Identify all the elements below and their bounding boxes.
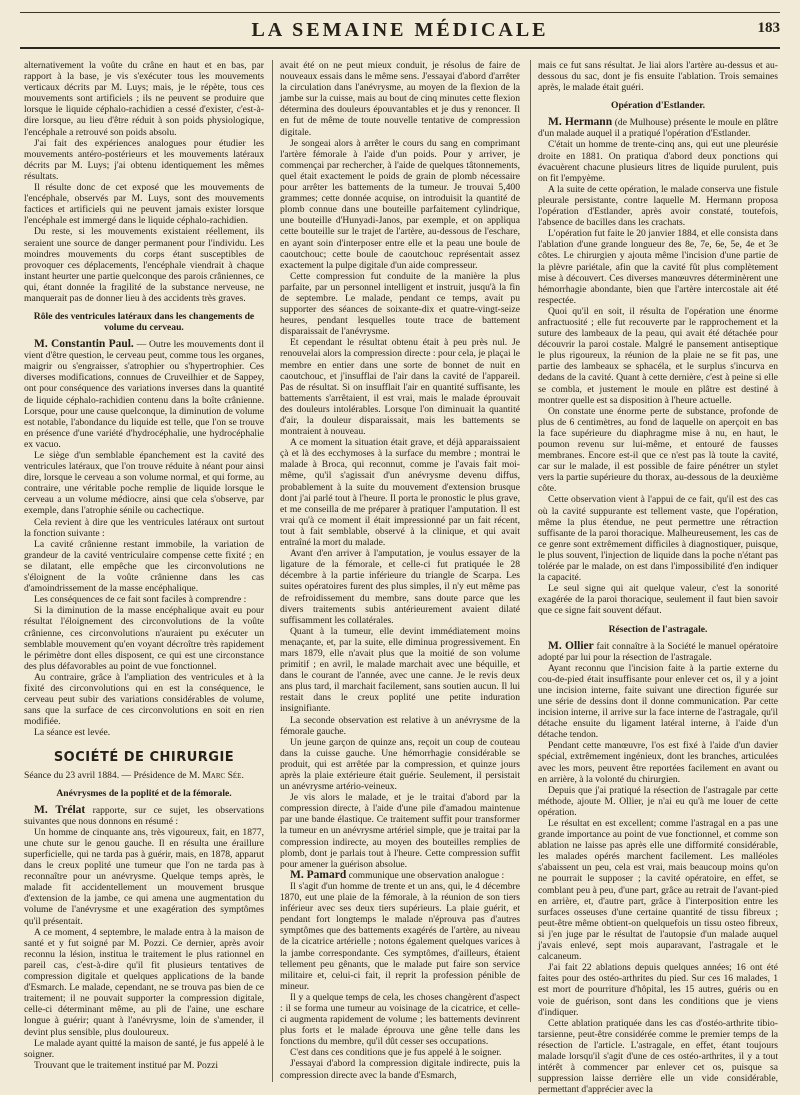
paragraph: Il y a quelque temps de cela, les choses changèrent d'aspect : il se forma une tumeur au voisinage de la cicatrice, et celle-ci augmenta rapidement de volume ; les battements devinrent plus forts et le malade éprouva une gêne telle dans les fonctions du membre, qu'il dût cesser ses occupations. [280,991,520,1048]
session-end: . [241,769,244,781]
paragraph: A la suite de cette opération, le malade conserva une fistule pleurale persistante, contre laquelle M. Hermann proposa l'opération d'Estlander, après avoir constaté, toutefois, l'absence de bacilles dans les crachats. [538,183,778,229]
president-name: Marc Sée [202,769,242,781]
paragraph: Le résultat en est excellent; comme l'astragal en a pas une grande importance au point de vue fonctionnel, et comme son ablation ne laisse pas après elle une difformité considérable, les malades opérés marchent facilement. Les malléoles s'abaissent un peu, cela est vrai, mais beaucoup moins qu'on ne pourrait le supposer ; la cavité opératoire, en effet, se comblant peu à peu, d'une part, grâce au retrait de l'avant-pied en arrière, et, d'autre part, grâce à l'interposition entre les surfaces osseuses d'une certaine quantité de tissu fibreux ; peut-être même obtient-on quelquefois un tissu osteo fibreux, si j'en juge par le résultat de l'autopsie d'un malade auquel j'avais enlevé, sept mois auparavant, l'astragale et le calcaneum. [538,818,778,963]
paragraph [280,870,520,881]
paragraph: Cette ablation pratiquée dans les cas d'ostéo-arthrite tibio-tarsienne, peut-être considérée comme le premier temps de la résection de l'article. L'astragale, en effet, étant toujours malade lorsqu'il s'agit d'une de ces ostéo-arthrites, il y a tout intérêt à commencer par enlever cet os, puisque sa suppression laisse derrière elle un vide considérable, permettant d'apprécier avec la [538,1017,778,1095]
paragraph [24,805,264,827]
author-name: M. Pamard [290,868,347,881]
paragraph-text: (de Mulhouse) présente le moule en plâtre d'un malade auquel il a pratiqué l'opération d'Estlander. [538,117,778,140]
paragraph: La cavité crânienne restant immobile, la variation de grandeur de la cavité ventriculaire compense cette fixité ; en se dilatant, elle empêche que les circonvolutions ne s'éloignent de la voûte crânienne dans les cas d'amoindrissement de la masse encéphalique. [24,538,264,595]
paragraph: Avant d'en arriver à l'amputation, je voulus essayer de la ligature de la fémorale, et celle-ci fut pratiquée le 28 décembre à la partie inférieure du triangle de Scarpa. Les suites opératoires furent des plus simples, il n'y eut même pas de refroidissement du membre, sans doute parce que les divers traitements subis antérieurement avaient dilaté suffisamment les collatérales. [280,548,520,626]
paragraph: Il résulte donc de cet exposé que les mouvements de l'encéphale, observés par M. Luys, sont des mouvements factices et artificiels qui ne peuvent jamais exister lorsque l'encéphale est immergé dans le liquide céphalo-rachidien. [24,182,264,227]
paragraph: J'ai fait des expériences analogues pour étudier les mouvements antéro-postérieurs et les mouvements latéraux décrits par M. Luys; j'ai obtenu identiquement les mêmes résultats. [24,137,264,182]
column-1 [24,60,264,1082]
paragraph-text: communique une observation analogue : [346,869,505,881]
journal-title: LA SEMAINE MÉDICALE [251,19,549,41]
paragraph: La séance est levée. [34,727,111,739]
paragraph [538,641,778,663]
paragraph: La seconde observation est relative à un anévrysme de la fémorale gauche. [280,714,520,737]
paragraph: Un jeune garçon de quinze ans, reçoit un coup de couteau dans la cuisse gauche. Une hémorrhagie considérable se produit, qui est arrêtée par la compression, et quinze jours après la plaie extérieure était guérie. Seulement, il persistait un anévrysme artério-veineux. [280,736,520,793]
paragraph: Quant à la tumeur, elle devint immédiatement moins menaçante, et, par la suite, elle diminua progressivement. En mars 1879, elle n'avait plus que la moitié de son volume primitif ; en avril, le malade marchait avec une béquille, et dans le courant de l'année, avec une canne. Je le revis deux ans plus tard, il marchait facilement, sans soutien aucun. Il lui restait dans le creux poplité une petite induration insignifiante. [280,625,520,715]
subheading: Résection de l'astragale. [608,623,708,635]
masthead-bottom-rule [20,47,780,49]
subheading: Opération d'Estlander. [611,100,705,112]
paragraph: J'ai fait 22 ablations depuis quelques années; 16 ont été faites pour des ostéo-arthrites du pied. Sur ces 16 malades, 1 est mort de pourriture d'hôpital, les 15 autres, guéris ou en voie de guérison, sont dans les conditions que je viens d'indiquer. [538,962,778,1018]
article-columns [16,60,786,1095]
session-text: Séance du 23 avril 1884. — Présidence de M. [24,769,203,781]
paragraph: Cette observation vient à l'appui de ce fait, qu'il est des cas où la cavité suppurante est tellement vaste, que l'opération, même la plus étendue, ne peut permettre une rétraction suffisante de la paroi thoracique. Malheureusement, les cas de ce genre sont extrêmement difficiles à diagnostiquer, puisque, le plus souvent, l'injection de liquide dans la poche n'étant pas tolérée par le malade, on est dans l'impossibilité d'en indiquer la capacité. [538,494,778,584]
paragraph: avait été on ne peut mieux conduit, je résolus de faire de nouveaux essais dans le même sens. J'essayai d'abord d'arrêter la circulation dans l'anévrysme, au moyen de la flexion de la jambe sur la cuisse, mais au bout de cinq minutes cette flexion détermina des douleurs épouvantables et je dus y renoncer. Il en fut de même de toute nouvelle tentative de compression digitale. [280,60,520,138]
masthead-top-rule [20,12,780,13]
paragraph: mais ce fut sans résultat. Je liai alors l'artère au-dessus et au-dessous du sac, dont je fis ensuite l'ablation. Trois semaines après, le malade était guéri. [538,60,778,94]
paragraph [538,117,778,139]
paragraph: Si la diminution de la masse encéphalique avait eu pour résultat l'éloignement des circonvolutions de la voûte crânienne, ces circonvolutions n'auraient pu exécuter un semblable mouvement qu'en voyant décroître très rapidement le périmètre dont elles disposent, ce qui est une circonstance des plus défavorables au point de vue fonctionnel. [24,605,264,672]
paragraph: Au contraire, grâce à l'ampliation des ventricules et à la fixité des circonvolutions qui en est la conséquence, le cerveau peut subir des variations considérables de volume, sans que la surface de ces circonvolutions en soit en rien modifiée. [24,671,264,728]
session-line [24,770,264,781]
paragraph: Pendant cette manœuvre, l'os est fixé à l'aide d'un davier spécial, extrêmement ingénieux, dont les branches, articulées avec les mors, peuvent être reportées facilement en avant ou en arrière, à la volonté du chirurgien. [538,740,778,785]
subheading: Rôle des ventricules latéraux dans les changements de volume du cerveau. [33,311,255,334]
paragraph: Ayant reconnu que l'incision faite à la partie externe du cou-de-pied était insuffisante pour enlever cet os, il y a joint une incision interne, faite suivant une direction figurée sur une série de dessins dont il donne communication. Par cette incision interne, il arrive sur la face interne de l'astragale, qu'il détache ensuite du ligament latéral interne, à l'aide d'un détache tendon. [538,662,778,741]
paragraph: A ce moment la situation était grave, et déjà apparaissaient çà et là des ecchymoses à la surface du membre ; montrai le malade à Broca, qui reconnut, comme je l'avais fait moi-même, qu'il s'agissait d'un anévrysme devenu diffus, probablement à la suite du mouvement d'extension brusque dont j'ai parlé tout à l'heure. Il porta le pronostic le plus grave, et me conseilla de me préparer à pratiquer l'amputation. Il est vrai qu'à ce moment il était impressionné par un fait récent, tout à fait semblable, observé à la clinique, et qui avait entraîné la mort du malade. [280,437,520,549]
paragraph: Cette compression fut conduite de la manière la plus parfaite, par un personnel intelligent et instruit, jusqu'à la fin de septembre. Le malade, pendant ce temps, avait pu supporter des séances de soixante-dix et quatre-vingt-seize heures, pendant lesquelles toute trace de battement disparaissait de l'anévrysme. [280,270,520,338]
paragraph-text: fait connaître à la Société le manuel opératoire adopté par lui pour la résection de l'astragale. [538,640,778,663]
paragraph: Un homme de cinquante ans, très vigoureux, fait, en 1877, une chute sur le genou gauche. Il en résulta une éraillure superficielle, qui ne tarda pas à guérir, mais, en 1878, apparut dans le creux poplité une tumeur que l'on ne tarda pas à reconnaître pour un anévrysme. Quelque temps après, le malade fit accidentellement un mouvement brusque d'extension de la jambe, ce qui amena une augmentation du volume de l'anévrysme et une exagération des symptômes qu'il présentait. [24,826,264,927]
page-number: 183 [757,20,780,36]
paragraph-text: rapporte, sur ce sujet, les observations suivantes que nous donnons en résumé : [24,804,264,827]
paragraph: C'était un homme de trente-cinq ans, qui eut une pleurésie droite en 1881. On pratiqua d'abord deux ponctions qui évacuèrent chacune plusieurs litres de liquide purulent, puis on fit l'empyème. [538,139,778,184]
paragraph: C'est dans ces conditions que je fus appelé à le soigner. [290,1047,502,1059]
paragraph: Trouvant que le traitement institué par M. Pozzi [34,1059,219,1071]
author-name: M. Hermann [548,116,613,129]
author-name: M. Ollier [548,639,594,652]
paragraph: A ce moment, 4 septembre, le malade entra à la maison de santé et y fut soigné par M. Pozzi. Ce dernier, après avoir reconnu la lésion, institua le traitement le plus rationnel en pareil cas, c'est-à-dire qu'il fit plusieurs tentatives de compression digitale et quelques applications de la bande d'Esmarch. Le malade, cependant, ne se trouva pas bien de ce traitement; il ne pouvait supporter la compression digitale, celle-ci déterminant même, au pli de l'aine, une eschare longue à guérir; quant à l'anévrysme, loin de s'amender, il devint plus sensible, plus douloureux. [24,926,264,1038]
paragraph: Les conséquences de ce fait sont faciles à comprendre : [34,594,247,606]
author-name: M. Trélat [34,803,86,816]
paragraph: Cela revient à dire que les ventricules latéraux ont surtout la fonction suivante : [24,516,264,539]
paragraph-text: — Outre les mouvements dont il vient d'être question, le cerveau peut, comme tous les organes, maigrir ou s'engraisser, s'atrophier ou s'hypertrophier. Ces diverses modifications, connues de Cruveilhier et de Sappey, ont pour conséquence des variations inverses dans la quantité de liquide céphalo-rachidien contenu dans la boîte crânienne. Lorsque, pour une cause quelconque, la diminution de volume est notable, l'abondance du liquide est telle, que l'on se trouve en présence d'une variété d'hydrocéphalie, une hydrocéphalie ex vacuo. [24,339,264,450]
paragraph: Depuis que j'ai pratiqué la résection de l'astragale par cette méthode, ajoute M. Ollier, je n'ai eu qu'à me louer de cette opération. [538,784,778,818]
column-2 [280,60,520,1082]
paragraph: J'essayai d'abord la compression digitale indirecte, puis la compression directe avec la bande d'Esmarch, [280,1058,520,1081]
subheading: Anévrysmes de la poplité et de la fémorale. [56,787,232,799]
paragraph: Je songeai alors à arrêter le cours du sang en comprimant l'artère fémorale à l'aide d'un poids. Pour y arriver, je commençai par rechercher, à l'aide de quelques tâtonnements, quel était exactement le poids de grain de plomb nécessaire pour arrêter les battements de la tumeur. Je trouvai 5,400 grammes; cette donnée acquise, on introduisit la quantité de plomb connue dans une bouteille parfaitement cylindrique, une bouteille d'Hunyadi-Janos, par exemple, et on appliqua cette bouteille sur le trajet de l'artère, au-dessous de l'eschare, en ayant soin d'interposer entre elle et la peau une boule de caoutchouc; cette boule de caoutchouc représentait assez exactement la pulpe digitale d'un aide compresseur. [280,137,520,271]
paragraph: L'opération fut faite le 20 janvier 1884, et elle consista dans l'ablation d'une grande longueur des 8e, 7e, 6e, 5e, 4e et 3e côtes. Le chirurgien y ajouta même l'incision d'une partie de la plèvre pariétale, afin que la cavité fût plus complètement mise à découvert. Ces diverses manœuvres déterminèrent une hémorrhagie abondante, bien que l'artère intercostale ait été respectée. [538,228,778,306]
paragraph: alternativement la voûte du crâne en haut et en bas, par rapport à la base, je vis s'exécuter tous les mouvements verticaux décrits par M. Luys; mais, je le répète, tous ces mouvements sont artificiels ; ils ne peuvent se produire que lorsque le liquide céphalo-rachidien a cessé d'exister, c'est-à-dire lorsque, au lieu d'être réduit à son poids physiologique, l'encéphale a retrouvé son poids absolu. [24,60,264,138]
paragraph: Le seul signe qui ait quelque valeur, c'est la sonorité exagérée de la paroi thoracique, seulement il faut bien savoir que ce signe fait souvent défaut. [538,583,778,617]
paragraph: Quoi qu'il en soit, il résulta de l'opération une énorme anfractuosité ; elle fut recouverte par le rapprochement et la suture des lambeaux de la peau, qui avait été détachée pour découvrir la paroi costale. Malgré le pansement antiseptique le plus rigoureux, la réunion de la plaie ne se fit pas, une partie des lambeaux se sphacéla, et le surplus s'incurva en dedans de la cavité. Quant à cette dernière, c'est à peine si elle se combla, et justement le moule en plâtre est destiné à montrer quelle est sa disposition à l'heure actuelle. [538,305,778,406]
column-3 [538,60,778,1095]
paragraph: Et cependant le résultat obtenu était à peu près nul. Je renouvelai alors la compression directe : pour cela, je plaçai le membre en entier dans une sorte de bonnet de nuit en caoutchouc, et j'insufflai de l'air dans la cavité de l'appareil. Pas de résultat. Si on insufflait l'air en quantité suffisante, les battements s'arrêtaient, il est vrai, mais le malade éprouvait des douleurs intolérables. Lorsque l'on diminuait la quantité d'air, la douleur disparaissait, mais les battements se montraient à nouveau. [280,337,520,438]
paragraph: Le malade ayant quitté la maison de santé, je fus appelé à le soigner. [24,1037,264,1060]
paragraph: Le siège d'un semblable épanchement est la cavité des ventricules latéraux, que l'on trouve réduite à néant pour ainsi dire, lorsque le cerveau a son volume normal, et qui forme, au contraire, une véritable poche remplie de liquide lorsque le cerveau a un volume médiocre, ainsi que cela s'observe, par exemple, dans l'atrophie sénile ou cachectique. [24,450,264,517]
paragraph [24,339,264,450]
section-title: SOCIÉTÉ DE CHIRURGIE [53,750,235,766]
paragraph: Il s'agit d'un homme de trente et un ans, qui, le 4 décembre 1870, eut une plaie de la fémorale, à la réunion de son tiers inférieur avec ses deux tiers supérieurs. La plaie guérit, et pendant fort longtemps le malade n'éprouva pas d'autres symptômes que des battements exagérés de l'artère, au niveau de la cicatrice artérielle ; notons également quelques varices à la jambe correspondante. Ces symptômes, d'ailleurs, étaient tellement peu gênants, que le malade put faire son service militaire et, celui-ci fait, il reprit la profession pénible de mineur. [280,880,520,992]
paragraph: Je vis alors le malade, et je le traitai d'abord par la compression directe, à l'aide d'une pile d'amadou maintenue par une bande élastique. Ce traitement suffit pour transformer la tumeur en un anévrysme artériel simple, que je traitai par la compression indirecte, au moyen des bouteilles remplies de plomb, dont je parlais tout à l'heure. Cette compression suffit pour amener la guérison absolue. [280,792,520,870]
column-divider [530,60,531,1082]
paragraph: On constate une énorme perte de substance, profonde de plus de 6 centimètres, au fond de laquelle on aperçoit en bas la face supérieure du diaphragme mise à nu, en haut, le poumon revenu sur lui-même, et entouré de fausses membranes. Encore est-il que ce n'est pas là toute la cavité, car sur le malade, il est possible de faire pénétrer un stylet vers la partie supérieure du thorax, au-dessous de la deuxième côte. [538,405,778,495]
masthead [20,8,780,48]
paragraph: Du reste, si les mouvements existaient réellement, ils seraient une source de danger permanent pour l'individu. Les moindres mouvements du corps étant susceptibles de provoquer ces déplacements, l'encéphale viendrait à chaque instant heurter une partie quelconque des parois crâniennes, ce qui, étant donnée la fragilité de la substance nerveuse, ne manquerait pas de donner lieu à des accidents très graves. [24,226,265,304]
author-name: M. Constantin Paul. [34,338,134,351]
column-divider [272,60,273,1082]
